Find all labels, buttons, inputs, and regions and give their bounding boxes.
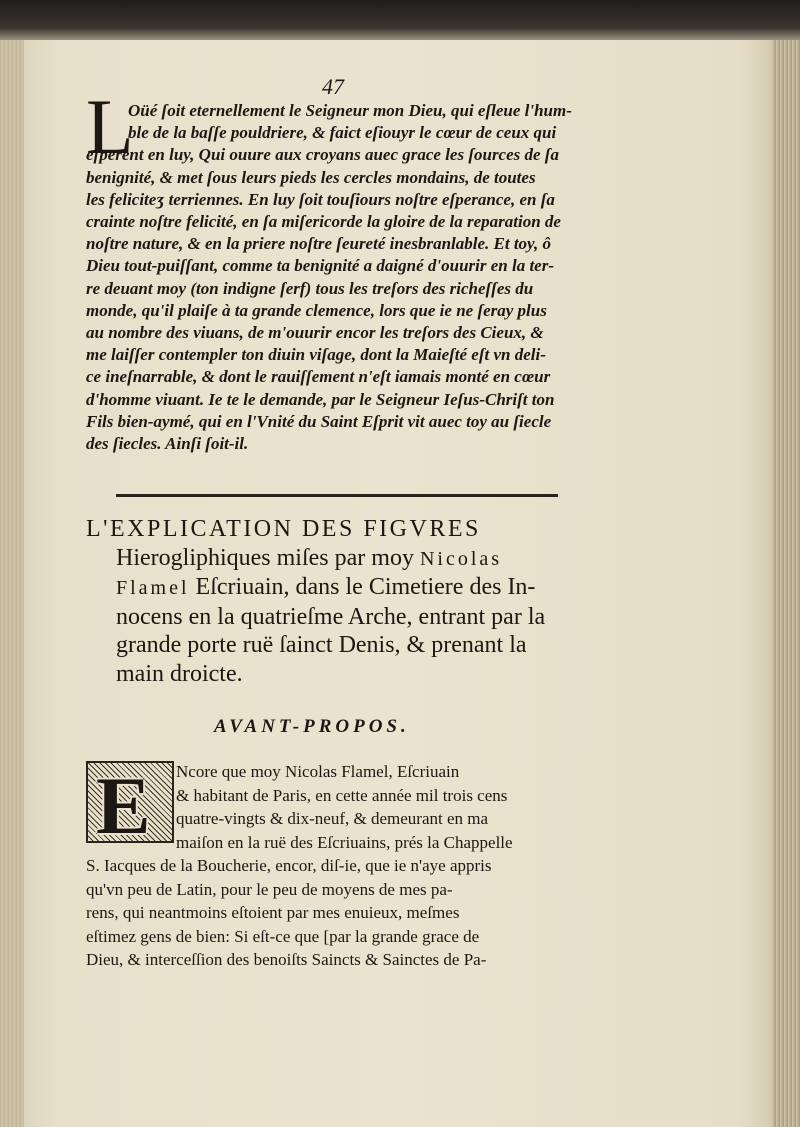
prayer-line: ce ineſnarrable, & dont le rauiſſement n'eſt iamais monté en cœur [86, 367, 551, 387]
body-line: S. Iacques de la Boucherie, encor, diſ-ie, que ie n'aye appris [86, 856, 492, 875]
page-edge-left [0, 40, 24, 1127]
prayer-line: Fils bien-aymé, qui en l'Vnité du Saint Eſprit vit auec toy au ſiecle [86, 411, 552, 431]
body-line: & habitant de Paris, en cette année mil trois cens [176, 785, 508, 805]
author-name: Flamel [116, 577, 190, 599]
prayer-line: Oüé ſoit eternellement le Seigneur mon Dieu, qui eſleue l'hum- [128, 101, 572, 120]
prayer-line: d'homme viuant. Ie te le demande, par le Seigneur Ieſus-Chriſt ton [86, 389, 555, 409]
page-edge-right [772, 40, 800, 1127]
prayer-line: Dieu tout-puiſſant, comme ta benignité a daigné d'ouurir en la ter- [86, 256, 554, 276]
avant-propos-title: AVANT-PROPOS. [214, 716, 410, 737]
body-line: eſtimez gens de bien: Si eſt-ce que [par la grande grace de [86, 926, 480, 946]
prayer-line: des ſiecles. Ainſi ſoit-il. [86, 434, 249, 454]
heading-line: grande porte ruë ſainct Denis, & prenant la [116, 632, 527, 658]
author-name: Nicolas [419, 547, 503, 570]
prayer-line: re deuant moy (ton indigne ſerf) tous les treſors des richeſſes du [86, 278, 534, 298]
section-divider [116, 494, 558, 497]
scan-top-border [0, 0, 800, 40]
page-number: 47 [322, 74, 344, 99]
heading-line: nocens en la quatrieſme Arche, entrant par la [116, 603, 546, 630]
prayer-line: les feliciteʒ terriennes. En luy ſoit touſiours noſtre eſperance, en ſa [86, 189, 555, 209]
prayer-line: eſperent en luy, Qui ouure aux croyans auec grace les ſources de ſa [86, 145, 559, 165]
heading-line: L'EXPLICATION DES FIGVRES [86, 516, 481, 542]
heading-line: Flamel Eſcriuain, dans le Cimetiere des In- [116, 574, 536, 600]
prayer-line: noſtre nature, & en la priere noſtre ſeureté inesbranlable. Et toy, ô [86, 234, 551, 254]
body-line: Dieu, & interceſſion des benoiſts Saincts & Sainctes de Pa- [86, 950, 487, 969]
prayer-line: crainte noſtre felicité, en ſa miſericorde la gloire de la reparation de [86, 212, 561, 232]
body-line: maiſon en la ruë des Eſcriuains, prés la Chappelle [176, 832, 513, 852]
heading-line: Hierogliphiques miſes par moy Nicolas [116, 544, 503, 571]
prayer-line: benignité, & met ſous leurs pieds les cercles mondains, de toutes [86, 167, 536, 187]
body-line: qu'vn peu de Latin, pour le peu de moyens de mes pa- [86, 879, 453, 899]
body-line: rens, qui neantmoins eſtoient par mes enuieux, meſmes [86, 903, 460, 922]
heading-line: main droicte. [116, 660, 243, 687]
avant-propos-paragraph [86, 760, 592, 972]
prayer-line: ble de la baſſe pouldriere, & faict eſiouyr le cœur de ceux qui [128, 123, 557, 143]
body-line: Ncore que moy Nicolas Flamel, Eſcriuain [176, 762, 460, 781]
prayer-line: monde, qu'il plaiſe à ta grande clemence, lors que ie ne ſeray plus [86, 300, 547, 320]
prayer-line: au nombre des viuans, de m'ouurir encor les treſors des Cieux, & [86, 323, 544, 343]
drop-cap-l: L [86, 83, 134, 170]
prayer-line: me laiſſer contempler ton diuin viſage, dont la Maieſté eſt vn deli- [86, 345, 546, 365]
section-heading [86, 515, 598, 688]
drop-cap-e: E [96, 760, 151, 851]
body-line: quatre-vingts & dix-neuf, & demeurant en ma [176, 809, 489, 828]
prayer-paragraph [86, 100, 598, 455]
